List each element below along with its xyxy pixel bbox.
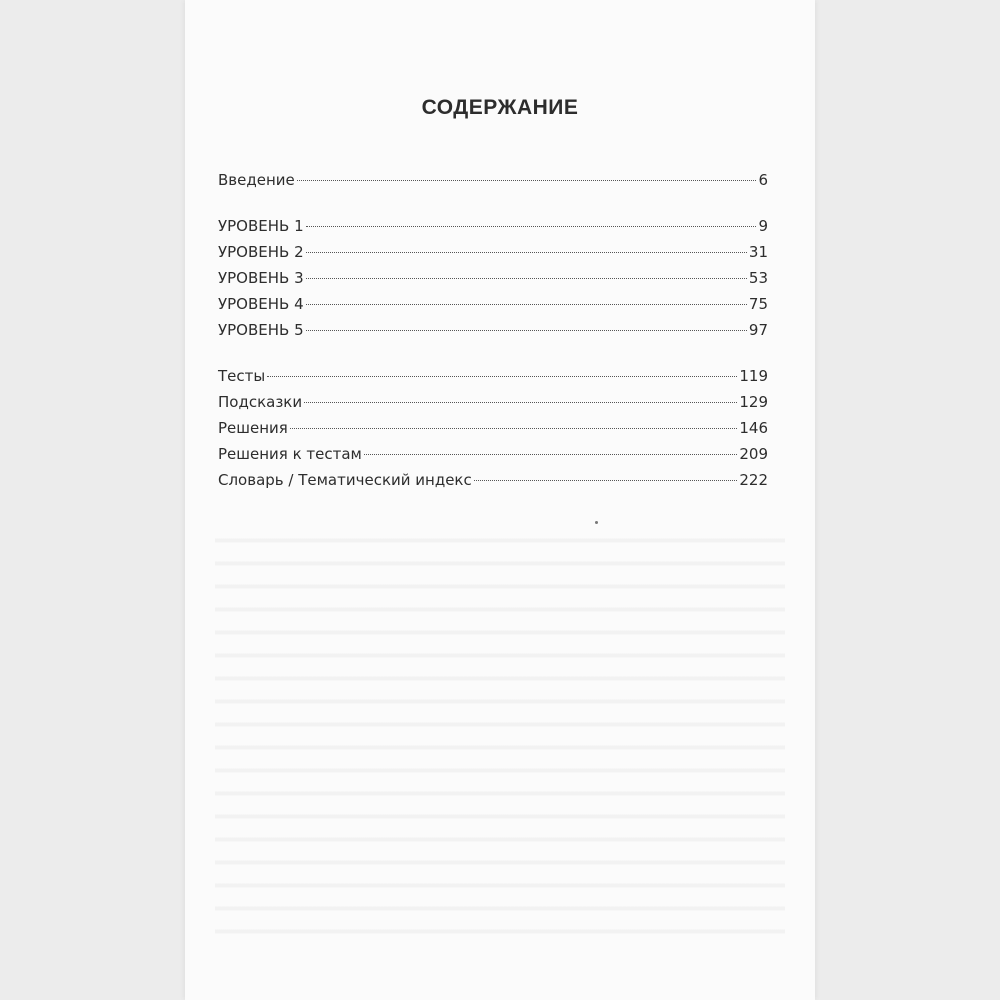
toc-leader-dots bbox=[304, 402, 737, 403]
toc-entry[interactable] bbox=[218, 389, 768, 415]
toc-entry[interactable] bbox=[218, 317, 768, 343]
toc-entry[interactable] bbox=[218, 265, 768, 291]
toc-entry-label: УРОВЕНЬ 5 bbox=[218, 321, 304, 339]
toc-leader-dots bbox=[306, 330, 747, 331]
toc-entry-page: 129 bbox=[739, 393, 768, 411]
toc-leader-dots bbox=[306, 252, 747, 253]
toc-entry-page: 9 bbox=[758, 217, 768, 235]
table-of-contents bbox=[218, 167, 768, 493]
toc-entry-label: Тесты bbox=[218, 367, 266, 385]
toc-entry-page: 6 bbox=[758, 171, 768, 189]
toc-entry-page: 222 bbox=[739, 471, 768, 489]
print-speck bbox=[595, 521, 598, 524]
toc-entry-label: Введение bbox=[218, 171, 295, 189]
toc-leader-dots bbox=[290, 428, 738, 429]
toc-entry-page: 209 bbox=[739, 445, 768, 463]
toc-entry[interactable] bbox=[218, 441, 768, 467]
toc-entry[interactable] bbox=[218, 291, 768, 317]
toc-entry-page: 31 bbox=[748, 243, 768, 261]
toc-entry-label: Словарь / Тематический индекс bbox=[218, 471, 472, 489]
toc-entry[interactable] bbox=[218, 213, 768, 239]
toc-leader-dots bbox=[267, 376, 737, 377]
toc-entry-label: Решения к тестам bbox=[218, 445, 362, 463]
toc-entry[interactable] bbox=[218, 239, 768, 265]
toc-leader-dots bbox=[306, 304, 747, 305]
toc-entry[interactable] bbox=[218, 167, 768, 193]
toc-entry[interactable] bbox=[218, 467, 768, 493]
toc-entry-label: УРОВЕНЬ 2 bbox=[218, 243, 304, 261]
toc-entry-page: 53 bbox=[748, 269, 768, 287]
toc-group-gap bbox=[218, 343, 768, 363]
toc-entry-label: Подсказки bbox=[218, 393, 303, 411]
toc-entry[interactable] bbox=[218, 363, 768, 389]
toc-leader-dots bbox=[297, 180, 757, 181]
toc-entry-page: 97 bbox=[748, 321, 768, 339]
toc-leader-dots bbox=[306, 278, 747, 279]
toc-entry-label: УРОВЕНЬ 1 bbox=[218, 217, 304, 235]
page-title: СОДЕРЖАНИЕ bbox=[421, 96, 579, 119]
toc-entry-label: УРОВЕНЬ 3 bbox=[218, 269, 304, 287]
toc-entry-label: УРОВЕНЬ 4 bbox=[218, 295, 304, 313]
toc-group-gap bbox=[218, 193, 768, 213]
toc-leader-dots bbox=[474, 480, 738, 481]
toc-entry-page: 75 bbox=[748, 295, 768, 313]
toc-leader-dots bbox=[364, 454, 737, 455]
toc-entry-label: Решения bbox=[218, 419, 288, 437]
toc-leader-dots bbox=[306, 226, 757, 227]
toc-entry-page: 119 bbox=[739, 367, 768, 385]
toc-entry[interactable] bbox=[218, 415, 768, 441]
toc-entry-page: 146 bbox=[739, 419, 768, 437]
book-page bbox=[185, 0, 815, 1000]
